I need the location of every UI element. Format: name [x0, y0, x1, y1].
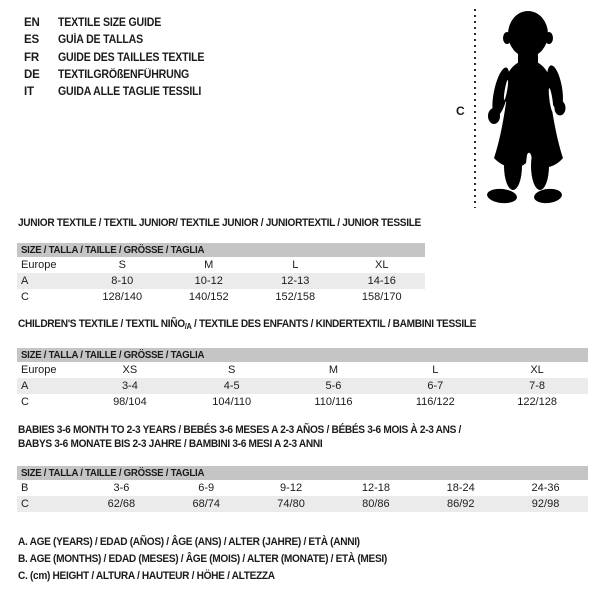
table-cell: 6-7: [427, 380, 444, 392]
table-cell: 104/110: [212, 396, 252, 408]
row-label: C: [21, 396, 29, 408]
language-code: EN: [24, 17, 40, 29]
table-cell: L: [292, 259, 299, 271]
table-cell: 122/128: [517, 396, 557, 408]
legend-line-b: B. AGE (MONTHS) / EDAD (MESES) / ÂGE (MOIS) / ALTER (MONATE) / ETÀ (MESI): [18, 553, 387, 566]
table-cell: 116/122: [415, 396, 455, 408]
babies-size-table: [17, 466, 588, 512]
height-measure-dotted-line: [474, 9, 476, 208]
table-cell: 10-12: [194, 275, 223, 287]
table-cell: 9-12: [280, 482, 303, 494]
language-code: IT: [24, 86, 34, 99]
legend-line-c: C. (cm) HEIGHT / ALTURA / HAUTEUR / HÖHE / ALTEZZA: [18, 570, 275, 583]
table-cell: 158/170: [361, 291, 402, 303]
junior-size-table: [17, 243, 425, 305]
title-subscript: /A: [184, 322, 192, 331]
table-row: [17, 394, 588, 410]
language-code: DE: [24, 68, 40, 81]
table-cell: M: [204, 259, 214, 271]
table-row: [17, 496, 588, 512]
table-cell: XL: [375, 259, 389, 271]
guide-title: GUÍA DE TALLAS: [58, 34, 143, 47]
table-cell: 68/74: [192, 498, 220, 510]
table-cell: 18-24: [446, 482, 475, 494]
table-cell: 14-16: [367, 275, 396, 287]
title-line-2: BABYS 3-6 MONATE BIS 2-3 JAHRE / BAMBINI 3-6 MESI A 2-3 ANNI: [18, 437, 323, 450]
language-title-list: [24, 15, 217, 101]
title-line-1: BABIES 3-6 MONTH TO 2-3 YEARS / BEBÉS 3-6 MESES A 2-3 AÑOS / BÉBÉS 3-6 MOIS À 2-3 ANS /: [18, 424, 462, 436]
table-cell: 80/86: [362, 498, 390, 510]
table-row: [17, 273, 425, 289]
table-cell: 3-6: [113, 482, 130, 494]
table-cell: 5-6: [325, 380, 342, 392]
table-cell: XL: [530, 364, 544, 376]
row-label: Europe: [21, 259, 57, 271]
height-marker-label: C: [456, 104, 465, 118]
table-cell: L: [432, 364, 439, 376]
section-title-junior: JUNIOR TEXTILE / TEXTIL JUNIOR/ TEXTILE JUNIOR / JUNIORTEXTIL / JUNIOR TESSILE: [18, 217, 421, 229]
table-cell: 128/140: [102, 291, 143, 303]
language-row: [24, 50, 217, 67]
legend-line-a: A. AGE (YEARS) / EDAD (AÑOS) / ÂGE (ANS) / ALTER (JAHRE) / ETÀ (ANNI): [18, 536, 360, 548]
table-cell: XS: [122, 364, 138, 376]
table-header-bar: SIZE / TALLA / TAILLE / GRÖSSE / TAGLIA: [17, 466, 588, 480]
table-cell: 110/116: [314, 396, 353, 408]
table-cell: M: [328, 364, 339, 376]
language-row: [24, 67, 217, 84]
language-code: ES: [24, 34, 39, 47]
children-size-table: [17, 348, 588, 410]
table-cell: 140/152: [188, 291, 229, 303]
table-row: [17, 378, 588, 394]
row-label: B: [21, 482, 29, 494]
table-header-bar: SIZE / TALLA / TAILLE / GRÖSSE / TAGLIA: [17, 348, 588, 362]
guide-title: GUIDE DES TAILLES TEXTILE: [58, 51, 205, 64]
baby-silhouette-image: [482, 8, 566, 204]
section-title-children: CHILDREN'S TEXTILE / TEXTIL NIÑO/A / TEXTILE DES ENFANTS / KINDERTEXTIL / BAMBINI TESSILE: [18, 318, 477, 331]
language-row: [24, 84, 217, 101]
table-cell: 74/80: [277, 498, 305, 510]
table-cell: 152/158: [275, 291, 316, 303]
table-cell: 62/68: [107, 498, 136, 510]
legend: [18, 534, 419, 586]
table-cell: 3-4: [121, 380, 138, 392]
table-cell: 7-8: [529, 380, 546, 392]
language-code: FR: [24, 51, 39, 64]
table-cell: 12-13: [281, 275, 310, 287]
guide-title: TEXTILE SIZE GUIDE: [58, 17, 162, 29]
table-row: [17, 289, 425, 305]
table-cell: S: [228, 364, 236, 376]
table-header-bar: SIZE / TALLA / TAILLE / GRÖSSE / TAGLIA: [17, 243, 425, 257]
row-label: C: [21, 291, 29, 303]
table-cell: 8-10: [111, 275, 134, 287]
row-label: A: [21, 380, 29, 392]
language-row: [24, 32, 217, 49]
table-cell: 4-5: [223, 380, 240, 392]
table-cell: 92/98: [531, 498, 560, 510]
table-row: [17, 362, 588, 378]
table-cell: 12-18: [361, 482, 390, 494]
row-label: A: [21, 275, 29, 287]
row-label: Europe: [21, 364, 57, 376]
table-cell: 98/104: [113, 396, 147, 408]
guide-title: TEXTILGRÖßENFÜHRUNG: [58, 68, 190, 81]
table-row: [17, 480, 588, 496]
table-cell: 6-9: [198, 482, 215, 494]
row-label: C: [21, 498, 29, 510]
language-row: [24, 15, 217, 32]
table-cell: 24-36: [531, 482, 560, 494]
section-title-babies: [18, 424, 500, 451]
table-row: [17, 257, 425, 273]
table-cell: S: [118, 259, 126, 271]
table-cell: 86/92: [446, 498, 475, 510]
guide-title: GUIDA ALLE TAGLIE TESSILI: [58, 86, 202, 99]
